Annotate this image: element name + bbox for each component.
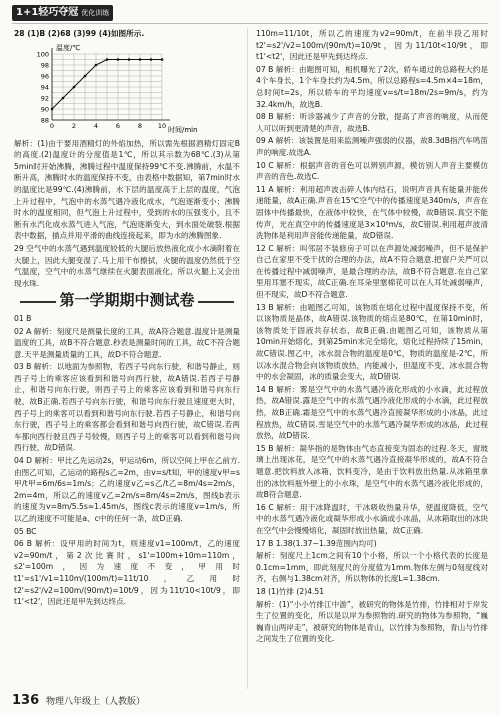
x-tick-label: 4 [93, 121, 99, 130]
section-title: 第一学期期中测试卷 [14, 295, 240, 307]
question-13: 13 B 解析：由题图乙可知，该物质在熔化过程中温度保持不变，所以该物质是晶体，故A错误.该物质的熔点是80℃，在第10min时，该物质处于固液共存状态，故B正确.由题图乙可知，该物质从第10min开始熔化，到第25min末完全熔化，熔化过程持续了15min，故C错误.图乙中，冰水混合物的温度是0℃，物质的温度是-2℃，所以冰水混合物会向该物质放热，内能减小，但温度不变，冰水混合物中的水会凝固，冰的质量会变大，故D错误. [256, 302, 488, 382]
temperature-time-chart [22, 42, 212, 134]
question-14: 14 B 解析：雾是空气中的水蒸气遇冷液化形成的小水滴，此过程放热，故A错误.露是空气中的水蒸气遇冷液化形成的小水滴，此过程放热，故B正确.霜是空气中的水蒸气遇冷直接凝华形成的小冰晶，此过程放热，故C错误.雪是空气中的水蒸气遇冷凝华形成的冰晶，此过程放热，故D错误. [256, 384, 488, 441]
question-07: 07 B 解析：由题图可知，相机曝光了2次，轿车通过的总路程大约是4个车身长，1个车身长约为4.5m，所以总路程s=4.5m×4=18m，总时间t=2s，所以轿车的平均速度v=s/t=18m/2s=9m/s，约为32.4km/h，故选B. [256, 64, 488, 109]
question-03: 03 B 解析：以地面为参照物，若西子号向东行驶，和谐号静止，则西子号上的乘客应该看到和谐号向西行驶，故A错误.若西子号静止，和谐号向东行驶，则西子号上的乘客应该看到和谐号向东行驶，故B正确.若西子号向东行驶，和谐号向东行驶且速度更大时，西子号上的乘客可以看到和谐号向东行驶.若西子号静止，和谐号向东行驶，西子号上的乘客都会看到和谐号向西行驶，故C错误.若两车都向西行驶且西子号较慢，则西子号上的乘客可以看到和谐号向西行驶，故D错误. [14, 362, 240, 453]
question-08: 08 B 解析：听诊器减少了声音的分散，提高了声音的响度，从而使人可以听到更清楚的声音，故选B. [256, 112, 488, 133]
data-point [117, 58, 120, 61]
left-column [14, 28, 240, 689]
question-18-analysis: 解析：(1)“小小竹排江中游”，被研究的物体是竹排，竹排相对于岸发生了位置的变化，所以是以岸为参照物的.研究的物体为参照物，“巍巍青山两岸走”，被研究的物体是青山，以竹排为参照物，青山与竹排之间发生了位置的变化. [256, 599, 488, 644]
x-tick-label: 8 [137, 121, 143, 130]
question-11: 11 A 解析：利用超声波击碎人体内结石，说明声音具有能量并能传递能量，故A正确.声音在15℃空气中的传播速度是340m/s，声音在固体中传播最快，在液体中较快，在气体中较慢，故B错误.真空不能传声，光在真空中的传播速度是3×10⁸m/s，故C错误.利用超声波清洗物体是利用声音能传递能量，故D错误. [256, 184, 488, 241]
data-point [51, 107, 54, 110]
data-point [161, 58, 164, 61]
y-tick-label: 94 [40, 83, 49, 92]
x-tick-label: 6 [115, 121, 121, 130]
question-09: 09 A 解析：该装置是用来监测噪声强弱的仪器，故8.3dB指汽车鸣笛声的响度.故选A. [256, 136, 488, 157]
question-06: 06 B 解析：设甲用的时间为t，则速度v1=100m/t，乙的速度v2=90m/t，第2次比赛时，s1'=100m+10m=110m，s2'=100m，因为速度不变，甲用时t1'=s1'/v1=110m/(100m/t)=11t/10，乙用时t2'=s2'/v2=100m/(90m/t)=10t/9，因为11t/10<10t/9，即t1'<t2'，因此还是甲先到达终点. [14, 539, 240, 607]
chart-xlabel: 时间/min [168, 125, 198, 134]
data-point [139, 58, 142, 61]
right-column [256, 28, 488, 689]
y-tick-label: 100 [36, 50, 49, 59]
column-divider [247, 28, 248, 689]
question-16: 16 C 解析：用干冰降温时，干冰吸收热量升华，使温度降低，空气中的水蒸气遇冷液化或凝华形成小水滴或小冰晶，从冰箱取出的冰块在空气中会慢慢熔化，凝固时放出热量，故C正确. [256, 502, 488, 535]
book-title: 物理八年级上（人教版） [46, 697, 146, 707]
question-18: 18 (1)竹排 (2)4.51 [256, 586, 325, 596]
x-tick-label: 0 [49, 121, 55, 130]
brand-name: 1+1轻巧夺冠 [16, 7, 79, 18]
question-01: 01 B [14, 313, 32, 323]
question-12: 12 C 解析：叫邻居不装修房子可以在声源处减弱噪声，但不是保护自己在家里不受干扰的合理的办法，故A不符合题意.把窗户关严可以在传播过程中减弱噪声，是最合理的办法，故B不符合题意.在自己家里用耳塞不现实，故C正确.在耳朵里塞棉花可以在人耳处减弱噪声，但不现实，故D不符合题意. [256, 243, 488, 300]
page-header [12, 5, 488, 24]
data-point [62, 96, 65, 99]
data-point [106, 58, 109, 61]
question-05: 05 BC [14, 526, 37, 536]
y-tick-label: 92 [40, 94, 49, 103]
question-06-continued: 110m=11/10t，所以乙的速度为v2=90m/t，在前半段乙用时t2'=s2'/v2=100m/(90m/t)=10/9t，因为11/10t<10/9t，即t1'<t2'，因此还是甲先到达终点. [256, 29, 488, 62]
question-15: 15 B 解析：凝华指的是物体由气态直接变为固态的过程.冬天，窗玻璃上出现冰花，是空气中的水蒸气遇冷直接凝华形成的，故A不符合题意.把饮料放入冰箱，饮料变冷，是由于饮料放出热量.从冰箱里拿出的冰饮料瓶外壁上的小水珠，是空气中的水蒸气遇冷液化形成的，故B符合题意. [256, 443, 488, 500]
question-29: 29 空气中的水蒸气遇到温度较低的大腿后放热液化成小水滴附着在大腿上，因此大腿变湿了.马上用干布擦拭，火腿的温度仍然低于空气温度，空气中的水蒸气继续在火腿表面液化，所以火腿上又会出现水珠. [14, 243, 240, 288]
question-10: 10 C 解析：根据声音的音色可以辨别声源，模仿别人声音主要模仿声音的音色.故选C. [256, 160, 488, 182]
y-tick-label: 96 [40, 72, 49, 81]
question-02: 02 A 解析：刻度尺是测量长度的工具，故A符合题意.温度计是测量温度的工具，故B不符合题意.秒表是测量时间的工具，故C不符合题意.天平是测量质量的工具，故D不符合题意. [14, 326, 240, 359]
data-point [73, 85, 76, 88]
question-17: 17 B 1.38(1.37~1.39范围内均可) [256, 538, 377, 548]
y-tick-label: 90 [40, 105, 49, 114]
chart-ylabel: 温度/℃ [56, 43, 81, 52]
y-tick-label: 88 [40, 116, 49, 125]
x-tick-label: 10 [157, 121, 167, 130]
question-28-answer: 28 (1)B (2)68 (3)99 (4)如图所示. [14, 29, 145, 38]
data-point [150, 58, 153, 61]
data-point [84, 74, 87, 77]
question-04: 04 D 解析：甲比乙先运动2s，甲运动6m，所以空间上甲在乙前方.由图乙可知，乙运动的路程s乙=2m，由v=s/t知，甲的速度v甲=s甲/t甲=6m/6s=1m/s；乙的速度v乙=s乙/t乙=8m/4s=2m/s，2m=4m，所以乙的速度v乙=2m/s=8m/4s=2m/s，图线b表示的速度为v=8m/5.5s≈1.45m/s，图线c表示的速度v=1m/s，所以乙的速度不可能是a、c中的任何一条，故D正确. [14, 456, 240, 523]
page-footer [12, 693, 488, 709]
x-tick-label: 2 [71, 121, 77, 130]
brand-subtitle: 优化训练 [81, 9, 110, 17]
brand-logo [12, 5, 113, 21]
question-28-analysis: 解析：(1)由于要用酒精灯的外焰加热，所以需先根据酒精灯固定B的高度.(2)温度计的分度值是1℃，所以其示数为68℃.(3)从第5min时开始沸腾，沸腾过程中温度保持99℃不变.沸腾前，水温不断升高，沸腾时水的温度保持不变，由表格中数据知，第7min时水的温度比是99℃.(4)沸腾前，水下层的温度高于上层的温度，气泡上升过程中，气泡中的水蒸气遇冷液化成水，气泡逐渐变小；沸腾时水的温度相同，但气泡上升过程中，受到的水的压强变小，且不断有水汽化成水蒸气进入气泡，气泡逐渐变大，到水面处破裂.根据表中数据，描点并用平滑的曲线连接起来，即为水的沸腾图象. [14, 138, 240, 241]
page-number: 136 [12, 693, 40, 708]
data-point [95, 63, 98, 66]
data-point [128, 58, 131, 61]
chart-grid [52, 48, 170, 120]
boiling-chart [14, 42, 240, 134]
question-17-analysis: 解析：刻度尺上1cm之间有10个小格，所以一个小格代表的长度是0.1cm=1mm，即此刻度尺的分度值为1mm.物体左侧与0刻度线对齐，右侧与1.38cm对齐，所以物体的长度L=1.38cm. [256, 551, 488, 584]
y-tick-label: 98 [40, 61, 49, 70]
